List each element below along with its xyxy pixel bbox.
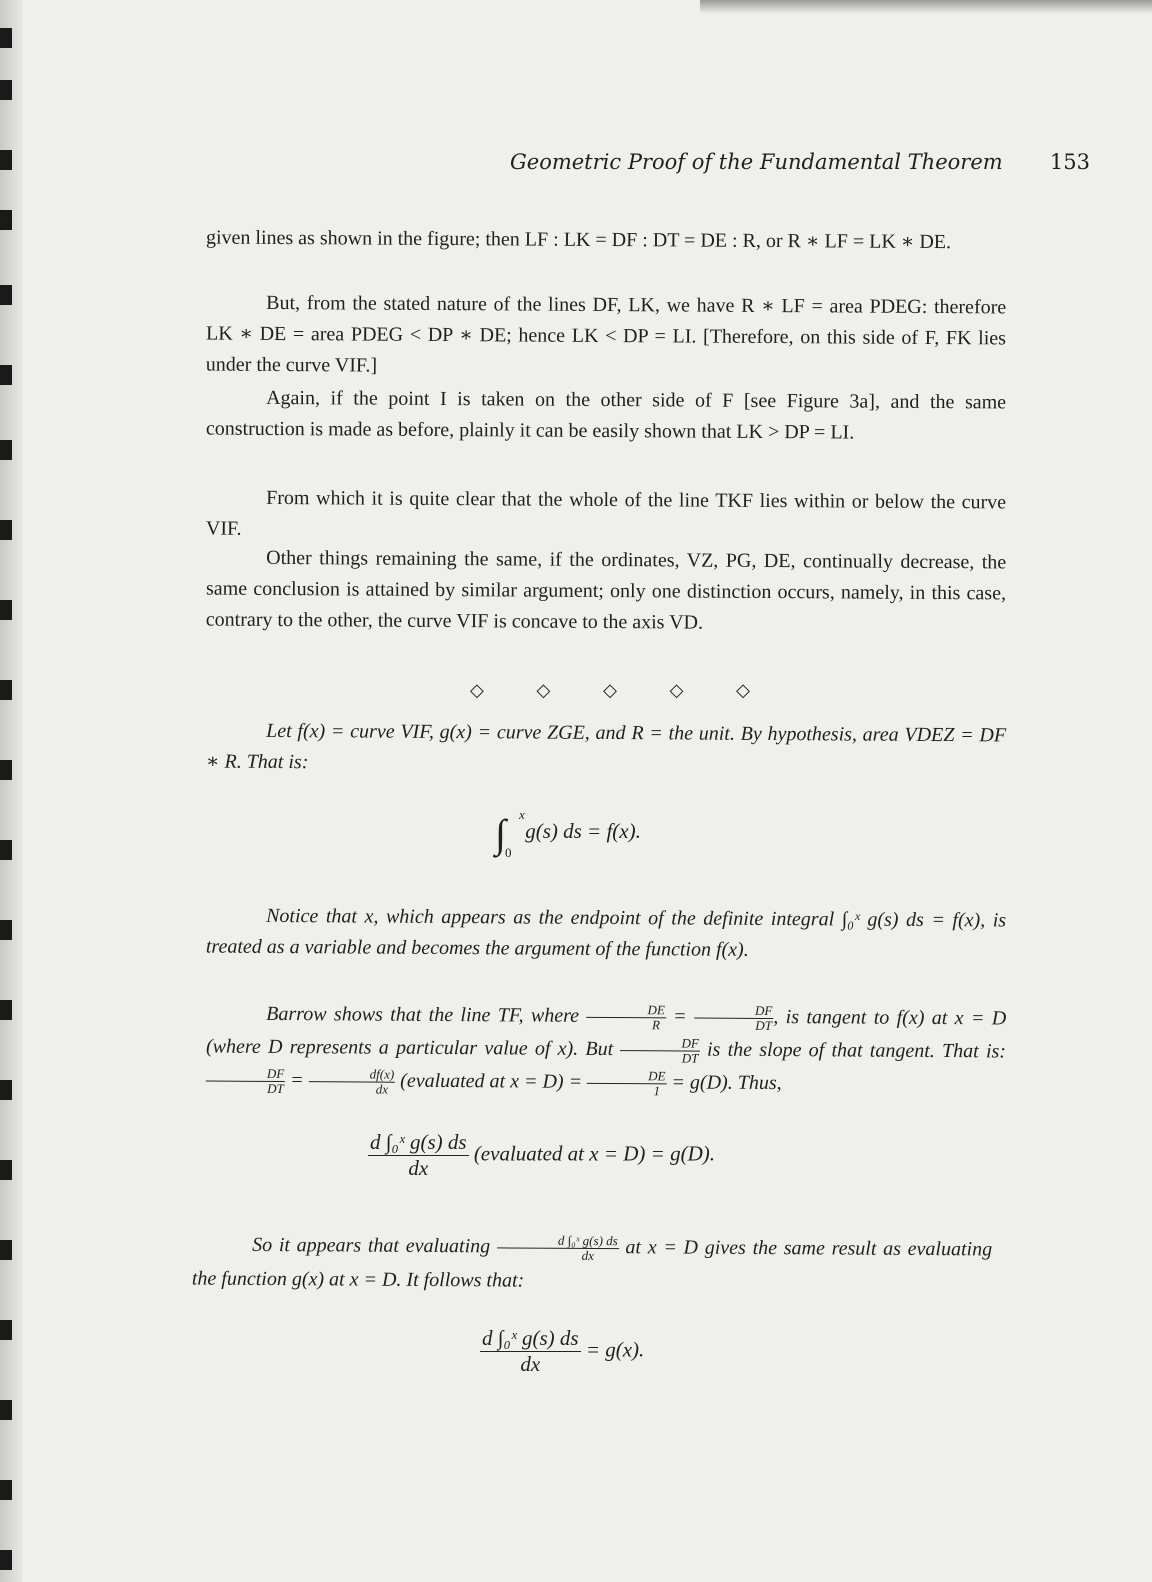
p8-text-a: Barrow shows that the line TF, where [266,1002,580,1027]
paragraph-6: Let f(x) = curve VIF, g(x) = curve ZGE, and R = the unit. By hypothesis, area VDEZ = DF ∗ R. That is: [205,719,1007,774]
paragraph-3: Again, if the point I is taken on the other side of F [see Figure 3a], and the same construction is made as before, plainly it can be easily shown that LK > DP = LI. [205,386,1007,444]
derivative-fraction-final: $\frac{\text{d ∫₀ˣ g(s) ds}}{dx}$ [482,1326,579,1376]
p9-text-a: So it appears that evaluating [252,1233,491,1258]
equation-2-tail: (evaluated at x = D) = g(D). [473,1141,715,1166]
paragraph-4: From which it is quite clear that the whole of the line TKF lies within or below the curve VIF. [205,486,1007,540]
paragraph-7: Notice that x, which appears as the endpoint of the definite integral ∫₀ˣ g(s) ds = f(x), is treated as a variable and becomes the argument of the function f(x). [205,904,1007,961]
fraction-dfx-dx: $\frac{df(x)}{dx}$ [309,1067,396,1097]
derivative-fraction: $\frac{\text{d ∫₀ˣ g(s) ds}}{dx}$ [370,1130,467,1180]
p8-text-c: is the slope of that tangent. That is: [706,1038,1007,1063]
integral-sign: ∫ x 0 [495,807,525,860]
paragraph-1: given lines as shown in the figure; then LF : LK = DF : DT = DE : R, or R ∗ LF = LK ∗ DE. [205,226,952,254]
fraction-df-dt-slope: $\frac{DF}{DT}$ [620,1036,700,1065]
running-header [510,150,1090,174]
running-title: Geometric Proof of the Fundamental Theorem [510,150,1003,174]
separator-diamond: ◇ [603,680,617,701]
paragraph-5: Other things remaining the same, if the ordinates, VZ, PG, DE, continually decrease, the same conclusion is attained by similar argument; only one distinction occurs, namely, in this case, contrary to the other, the curve VIF is concave to the axis VD. [205,546,1007,634]
page-number: 153 [1049,150,1090,174]
p8-text-e: = g(D). Thus, [671,1071,782,1095]
separator-diamond: ◇ [669,680,684,701]
equation-3-tail: = g(x). [585,1337,645,1362]
paragraph-8: Barrow shows that the line TF, where $\frac{DE}{R}$ = $\frac{DF}{DT}$ , is tangent to f(x) at x = D (where D represents a particular value of x). But $\frac{DF}{DT}$ is the slope of that tangent. That is: $\frac{DF}{DT}$ = $\frac{df(x)}{dx}$ (evaluated at x = D) = $\frac{DE}{1}$ = g(D). Thus, [205,1002,1007,1099]
fraction-de-1: $\frac{DE}{1}$ [587,1069,667,1098]
paragraph-2: But, from the stated nature of the lines DF, LK, we have R ∗ LF = area PDEG: therefore LK ∗ DE = area PDEG < DP ∗ DE; hence LK < DP = LI. [Therefore, on this side of F, FK lies under the curve VIF.] [205,291,1007,377]
separator-diamond: ◇ [736,680,750,701]
separator-diamond: ◇ [470,680,484,701]
fraction-df-dt-2: $\frac{DF}{DT}$ [206,1066,286,1095]
p9-text-b: at x = D gives the same result as evaluating the function g(x) at x = D. It follows that: [191,1236,993,1292]
equation-fundamental-theorem [480,1326,644,1377]
p8-text-b: is tangent to f(x) at x = D (where D represents a particular value of x). But [205,1006,1007,1061]
paragraph-9 [192,1228,992,1301]
section-separator [470,680,750,701]
equation-derivative-evaluated [368,1130,715,1181]
p8-text-d: (evaluated at x = D) = [400,1069,583,1093]
separator-diamond: ◇ [536,680,551,701]
fraction-d-integral-dx: $\frac{\text{d ∫₀ˣ g(s) ds}}{dx}$ [497,1233,619,1263]
fraction-df-dt: $\frac{DF}{DT}$ [694,1003,774,1032]
equation-integral [495,807,641,860]
equation-1-body: g(s) ds = f(x). [525,819,641,844]
fraction-de-r: $\frac{DE}{R}$ [586,1003,666,1032]
